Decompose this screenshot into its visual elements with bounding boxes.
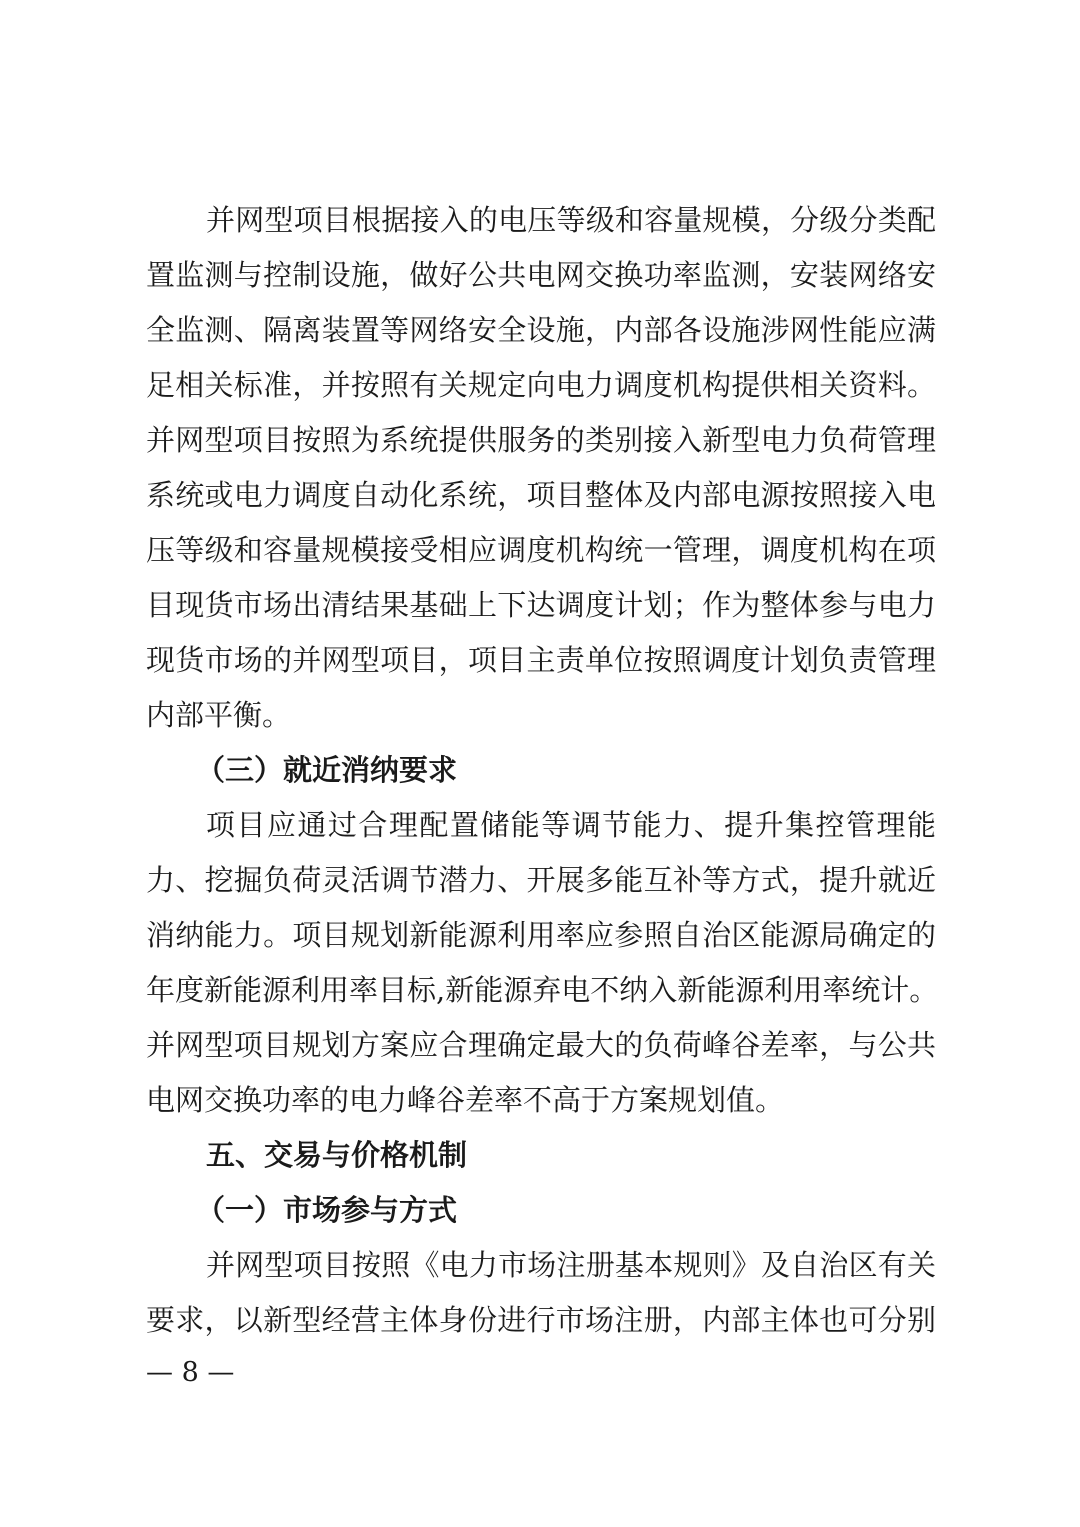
paragraph-2-line-1: 项目应通过合理配置储能等调节能力、提升集控管理能 bbox=[206, 808, 936, 842]
paragraph-1-line-6: 系统或电力调度自动化系统，项目整体及内部电源按照接入电 bbox=[146, 478, 936, 512]
paragraph-1-line-9: 现货市场的并网型项目，项目主责单位按照调度计划负责管理 bbox=[146, 643, 936, 677]
page-number: — 8 — bbox=[146, 1357, 235, 1388]
paragraph-1-line-4: 足相关标准，并按照有关规定向电力调度机构提供相关资料。 bbox=[146, 368, 936, 402]
paragraph-2-line-5: 并网型项目规划方案应合理确定最大的负荷峰谷差率，与公共 bbox=[146, 1028, 936, 1062]
paragraph-1-line-10: 内部平衡。 bbox=[146, 698, 292, 732]
paragraph-3-line-1: 并网型项目按照《电力市场注册基本规则》及自治区有关 bbox=[206, 1248, 936, 1282]
paragraph-2-line-3: 消纳能力。项目规划新能源利用率应参照自治区能源局确定的 bbox=[146, 918, 936, 952]
section-heading-trading-pricing: 五、交易与价格机制 bbox=[206, 1138, 468, 1172]
paragraph-1-line-8: 目现货市场出清结果基础上下达调度计划；作为整体参与电力 bbox=[146, 588, 936, 622]
subheading-nearby-consumption: （三）就近消纳要求 bbox=[196, 753, 458, 787]
paragraph-2-line-6: 电网交换功率的电力峰谷差率不高于方案规划值。 bbox=[146, 1083, 785, 1117]
paragraph-1-line-2: 置监测与控制设施，做好公共电网交换功率监测，安装网络安 bbox=[146, 258, 936, 292]
paragraph-1-line-5: 并网型项目按照为系统提供服务的类别接入新型电力负荷管理 bbox=[146, 423, 936, 457]
paragraph-2-line-2: 力、挖掘负荷灵活调节潜力、开展多能互补等方式，提升就近 bbox=[146, 863, 936, 897]
paragraph-3-line-2: 要求，以新型经营主体身份进行市场注册，内部主体也可分别 bbox=[146, 1303, 936, 1337]
paragraph-1-line-3: 全监测、隔离装置等网络安全设施，内部各设施涉网性能应满 bbox=[146, 313, 936, 347]
paragraph-2-line-4: 年度新能源利用率目标,新能源弃电不纳入新能源利用率统计。 bbox=[146, 973, 939, 1007]
paragraph-1-line-1: 并网型项目根据接入的电压等级和容量规模，分级分类配 bbox=[206, 203, 936, 237]
subheading-market-participation: （一）市场参与方式 bbox=[196, 1193, 458, 1227]
paragraph-1-line-7: 压等级和容量规模接受相应调度机构统一管理，调度机构在项 bbox=[146, 533, 936, 567]
